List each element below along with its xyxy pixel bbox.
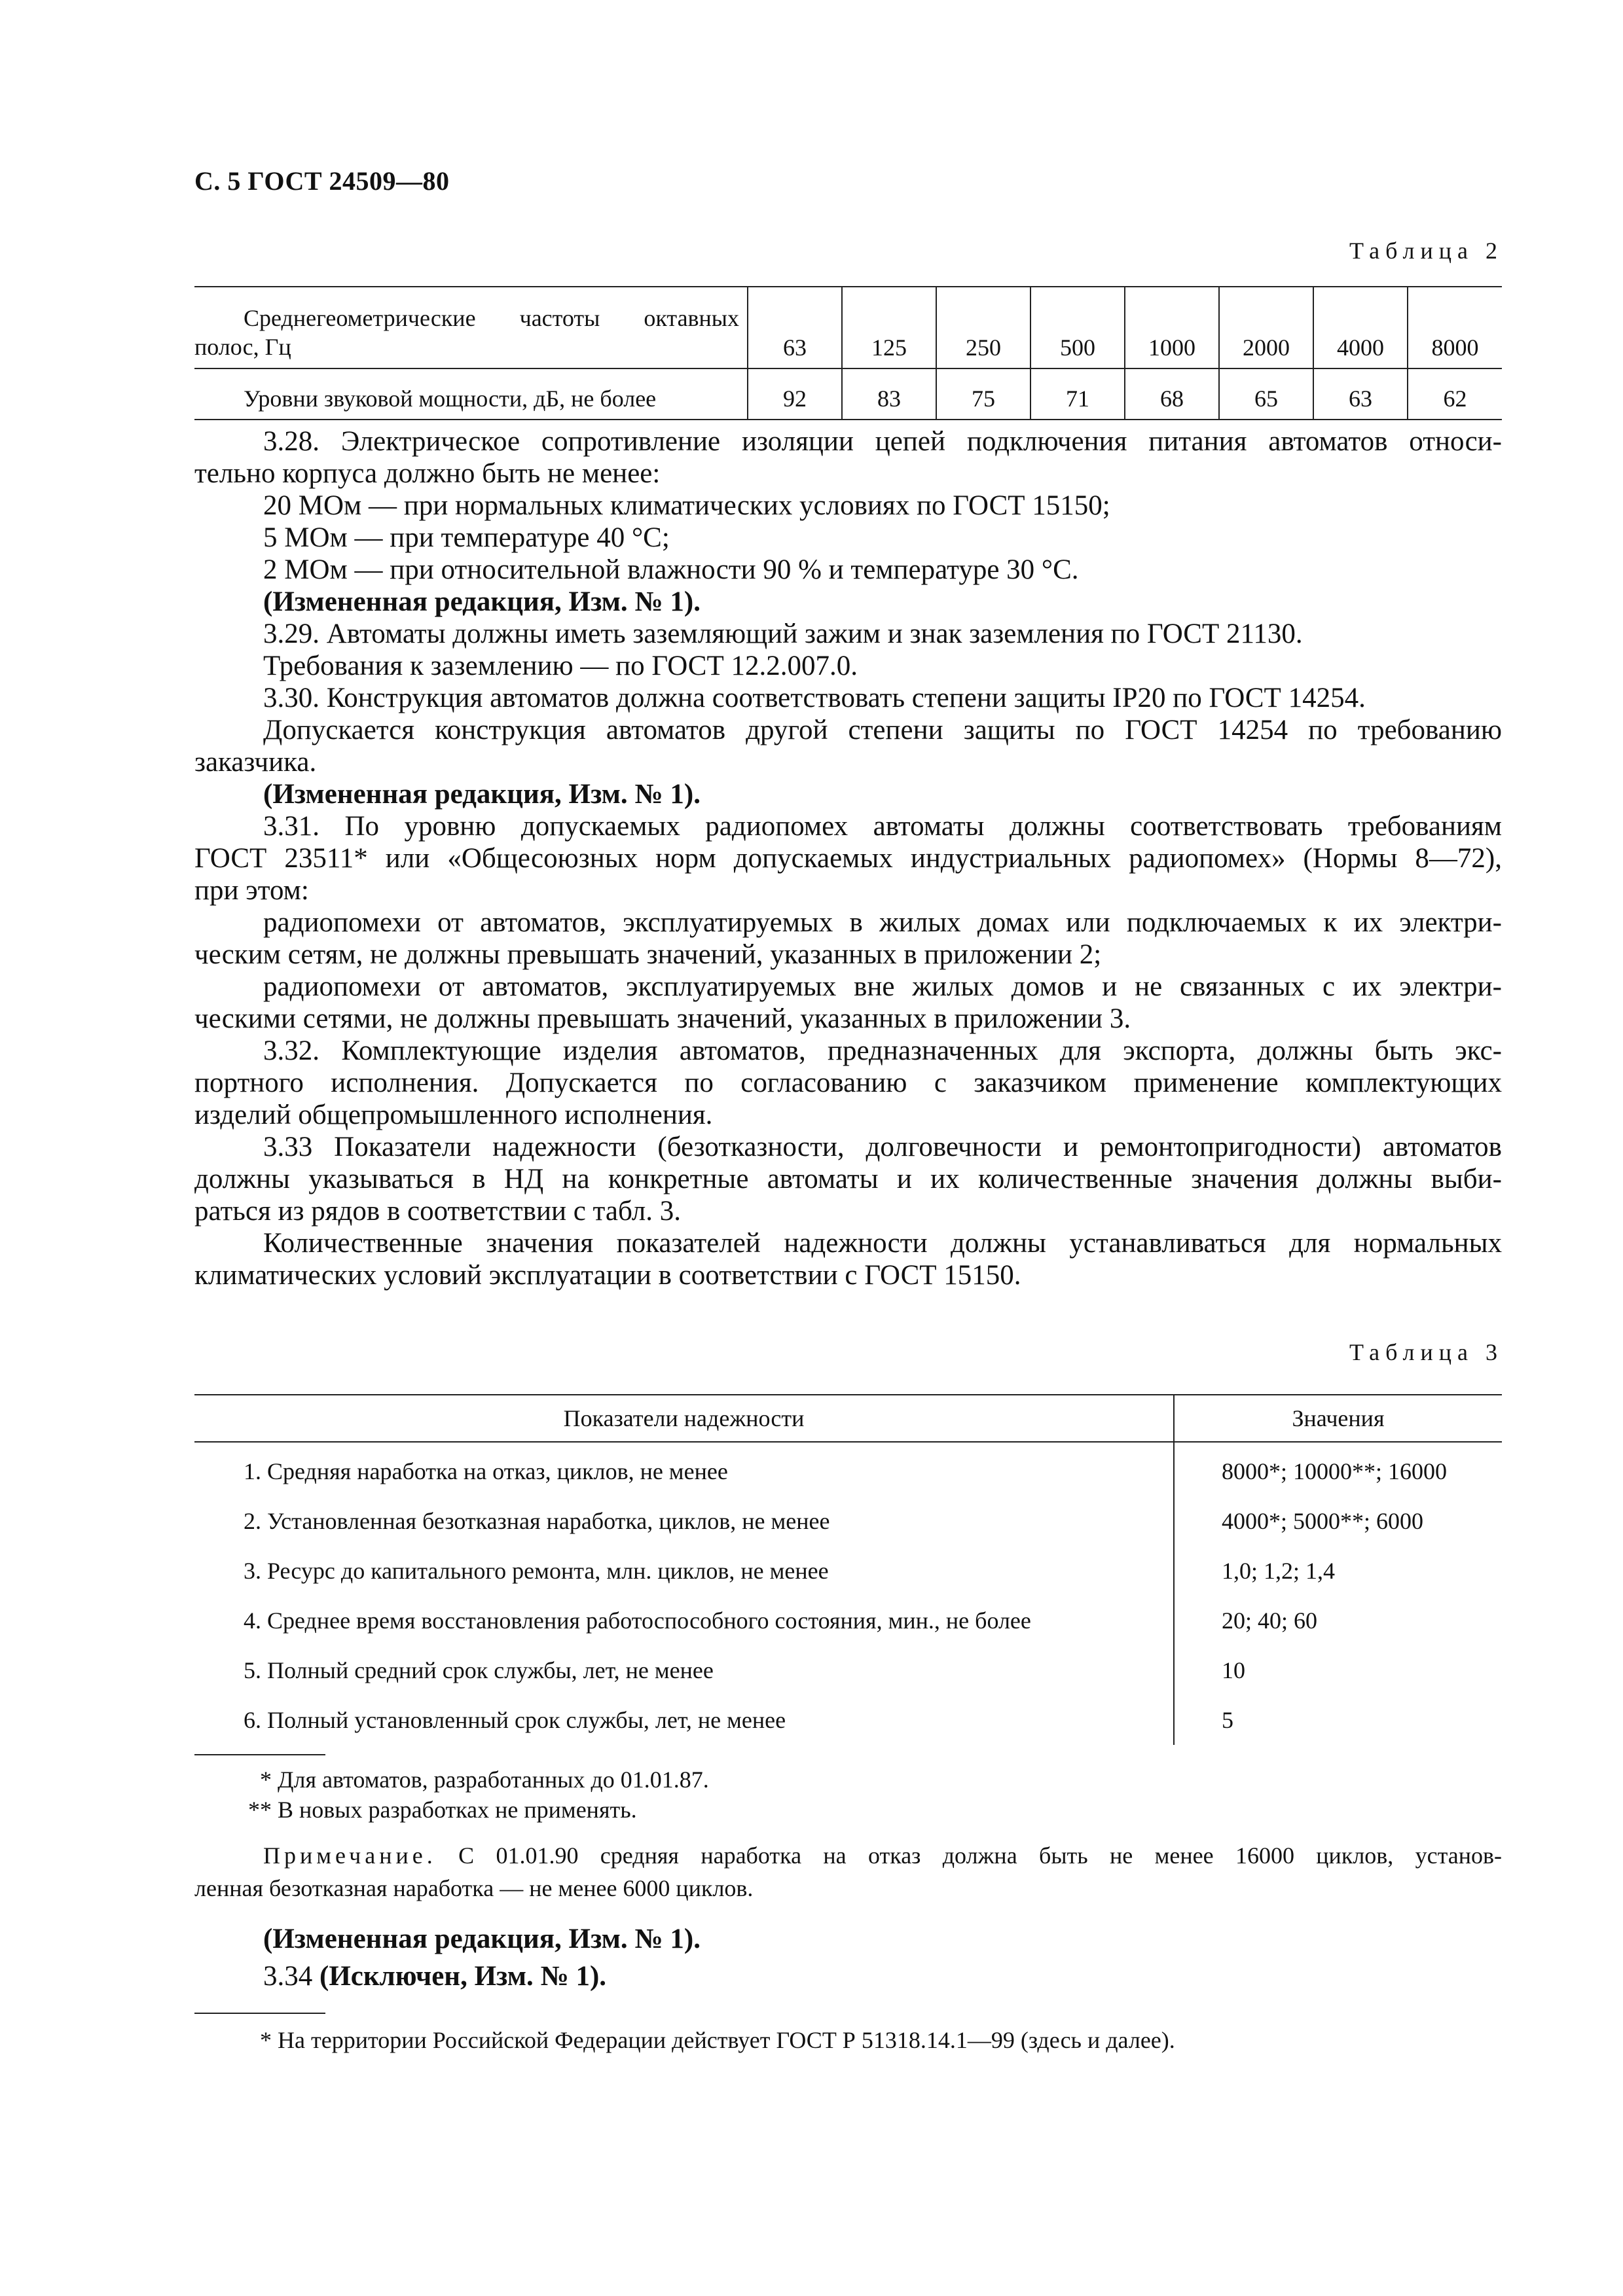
para-3-29-b: Требования к заземлению — по ГОСТ 12.2.007.0. [263,651,858,681]
amendment-note: (Измененная редакция, Изм. № 1). [263,1924,701,1954]
freq-cell: 63 [748,287,842,368]
para-3-31-line: при этом: [194,875,309,906]
table2-level-header: Уровни звуковой мощности, дБ, не более [194,368,748,420]
para-3-28-item: 20 МОм — при нормальных климатических условиях по ГОСТ 15150; [263,490,1110,521]
para-3-31-b-line: ческими сетями, не должны превышать значений, указанных в приложении 3. [194,1003,1131,1034]
para-3-32-line: изделий общепромышленного исполнения. [194,1100,713,1130]
freq-header-line1: Среднегеометрические частоты октавных [244,305,739,331]
indicator-label: 3. Ресурс до капитального ремонта, млн. циклов, не менее [244,1558,829,1584]
note-line-2: ленная безотказная наработка — не менее 6000 циклов. [194,1875,754,1901]
table-row [194,1695,1502,1745]
freq-cell: 1000 [1125,287,1219,368]
freq-cell: 2000 [1219,287,1313,368]
para-3-32-line: 3.32. Комплектующие изделия автоматов, предназначенных для экспорта, должны быть экс- [263,1035,1502,1066]
para-3-30: 3.30. Конструкция автоматов должна соответствовать степени защиты IP20 по ГОСТ 14254. [263,683,1366,713]
table2-caption: Таблица 2 [1349,238,1503,264]
freq-header-line2: полос, Гц [194,334,291,360]
para-3-28-item: 2 МОм — при относительной влажности 90 % и температуре 30 °С. [263,554,1079,585]
para-3-34 [263,1960,606,1992]
indicator-label: 6. Полный установленный срок службы, лет, не менее [244,1707,786,1733]
amendment-note: (Измененная редакция, Изм. № 1). [263,586,701,617]
freq-cell: 250 [936,287,1030,368]
indicator-value: 8000*; 10000**; 16000 [1174,1442,1502,1496]
para-3-31-line: 3.31. По уровню допускаемых радиопомех автоматы должны соответствовать требованиям [263,811,1502,842]
level-cell: 68 [1125,368,1219,420]
indicator-label: 4. Среднее время восстановления работоспособного состояния, мин., не более [244,1607,1031,1634]
table3-caption: Таблица 3 [1349,1339,1503,1365]
footnote-divider [194,1754,325,1755]
para-3-29: 3.29. Автоматы должны иметь заземляющий зажим и знак заземления по ГОСТ 21130. [263,619,1303,649]
body-text [194,419,1502,1335]
table3-footnote-1: * Для автоматов, разработанных до 01.01.87. [260,1767,709,1793]
para-3-28-item: 5 МОм — при температуре 40 °С; [263,522,670,553]
para-3-28-line: тельно корпуса должно быть не менее: [194,458,661,489]
para-3-34-number: 3.34 [263,1961,313,1992]
table3-footnote-2: ** В новых разработках не применять. [248,1797,637,1823]
table-row [194,1442,1502,1496]
indicator-value: 4000*; 5000**; 6000 [1174,1496,1502,1546]
para-3-28-line: 3.28. Электрическое сопротивление изоляции цепей подключения питания автоматов относи- [263,426,1502,457]
note-text: С 01.01.90 средняя наработка на отказ должна быть не менее 16000 циклов, установ- [458,1842,1503,1869]
para-3-33-b-line: Количественные значения показателей надежности должны устанавливаться для нормальных [263,1228,1502,1259]
indicator-value: 10 [1174,1645,1502,1695]
note-label: Примечание. [263,1842,437,1869]
level-cell: 83 [842,368,936,420]
para-3-32-line: портного исполнения. Допускается по согласованию с заказчиком применение комплектующих [194,1067,1502,1098]
amendment-note: (Измененная редакция, Изм. № 1). [263,779,701,810]
freq-cell: 125 [842,287,936,368]
para-3-31-line: ГОСТ 23511* или «Общесоюзных норм допускаемых индустриальных радиопомех» (Нормы 8—72), [194,843,1502,874]
para-3-31-a-line: ческим сетям, не должны превышать значений, указанных в приложении 2; [194,939,1102,970]
freq-cell: 8000 [1408,287,1502,368]
level-cell: 92 [748,368,842,420]
table-row [194,1496,1502,1546]
para-3-34-excluded: (Исключен, Изм. № 1). [319,1961,607,1992]
page-footnote: * На территории Российской Федерации действует ГОСТ Р 51318.14.1—99 (здесь и далее). [260,2027,1175,2053]
table3-note [194,1839,1502,1905]
para-3-33-line: 3.33 Показатели надежности (безотказности, долговечности и ремонтопригодности) автоматов [263,1132,1502,1162]
table2-frequency-header [194,287,748,368]
reliability-table [194,1394,1502,1745]
para-3-30-b-line: Допускается конструкция автоматов другой степени защиты по ГОСТ 14254 по требованию [263,715,1502,745]
level-cell: 65 [1219,368,1313,420]
para-3-31-a-line: радиопомехи от автоматов, эксплуатируемых в жилых домах или подключаемых к их электри- [263,907,1502,938]
indicator-label: 2. Установленная безотказная наработка, циклов, не менее [244,1508,830,1534]
table-row [194,1596,1502,1645]
level-cell: 71 [1030,368,1125,420]
table2-level-row [194,368,1502,420]
table3-header-values: Значения [1174,1395,1502,1442]
level-cell: 75 [936,368,1030,420]
freq-cell: 500 [1030,287,1125,368]
footnote-divider [194,2013,325,2014]
para-3-33-b-line: климатических условий эксплуатации в соответствии с ГОСТ 15150. [194,1260,1021,1291]
level-cell: 62 [1408,368,1502,420]
indicator-value: 20; 40; 60 [1174,1596,1502,1645]
table-row [194,1546,1502,1596]
para-3-31-b-line: радиопомехи от автоматов, эксплуатируемых вне жилых домов и не связанных с их электри- [263,971,1502,1002]
note-line-1 [194,1839,1502,1872]
freq-cell: 4000 [1313,287,1408,368]
sound-power-table [194,286,1502,420]
indicator-label: 1. Средняя наработка на отказ, циклов, не менее [244,1458,728,1484]
table3-header-row [194,1395,1502,1442]
para-3-33-line: раться из рядов в соответствии с табл. 3. [194,1196,681,1227]
table-row [194,1645,1502,1695]
indicator-label: 5. Полный средний срок службы, лет, не менее [244,1657,714,1683]
indicator-value: 1,0; 1,2; 1,4 [1174,1546,1502,1596]
page-header: С. 5 ГОСТ 24509—80 [194,166,450,196]
para-3-30-b-line: заказчика. [194,747,317,778]
indicator-value: 5 [1174,1695,1502,1745]
table3-header-indicators: Показатели надежности [194,1395,1174,1442]
para-3-33-line: должны указываться в НД на конкретные автоматы и их количественные значения должны выби- [194,1164,1502,1194]
table2-frequency-row [194,287,1502,368]
level-cell: 63 [1313,368,1408,420]
